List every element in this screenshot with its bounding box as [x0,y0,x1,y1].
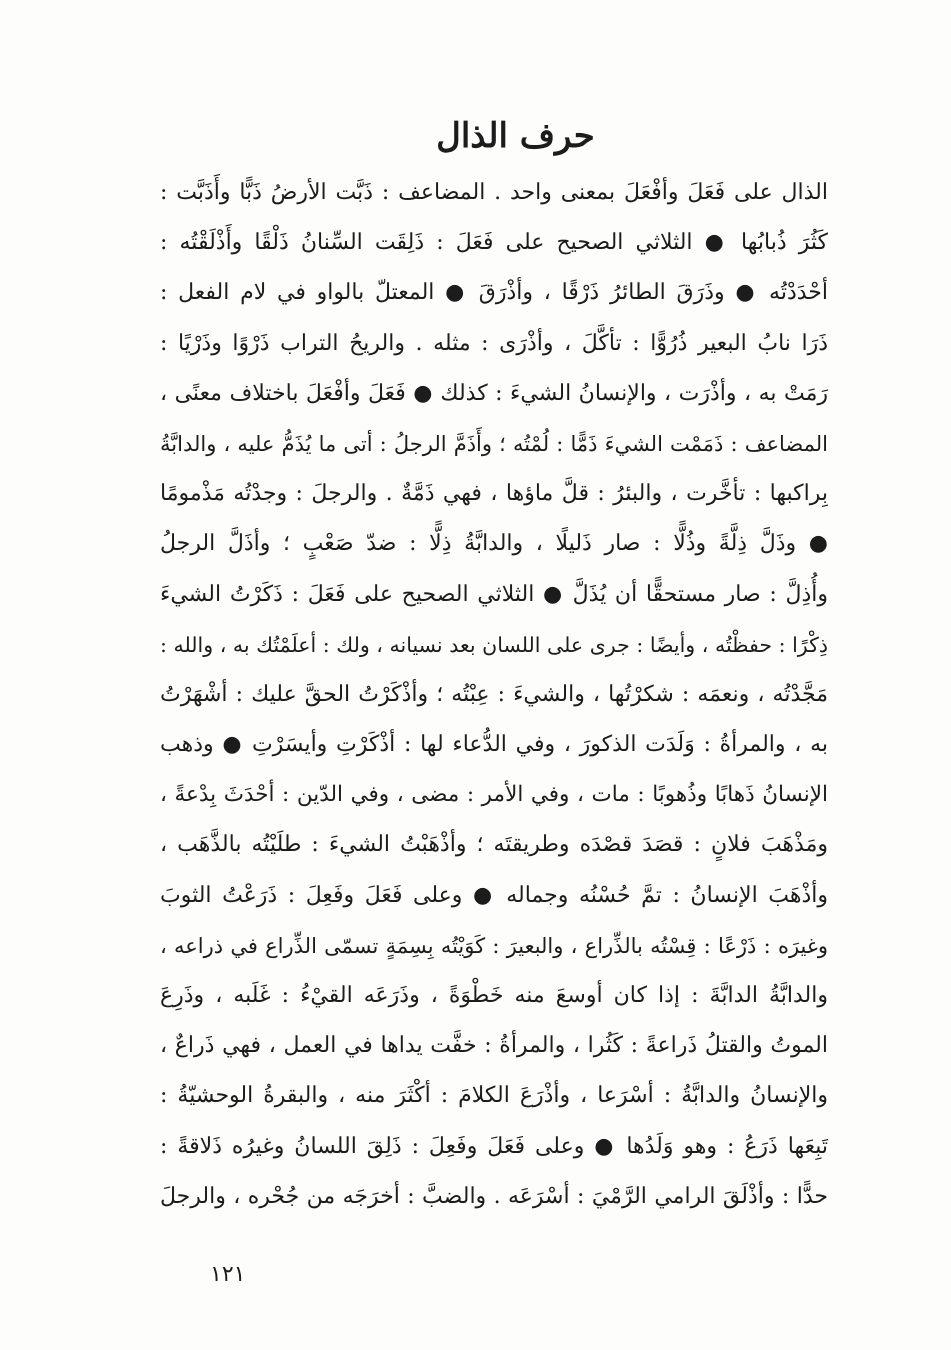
text-line: حدًّا : وأذْلَقَ الرامي الرَّمْيَ : أسْرَعَه . والضبَّ : أخرَجَه من جُحْره ، والرجلَ [160,1183,828,1209]
text-line: المضاعف : ذَمَمْت الشيءَ ذَمًّا : لُمْتُه ؛ وأَذَمَّ الرجلُ : أتى ما يُذَمُّ عليه ، والدابَّةُ [160,431,828,456]
text-line: مَجَّدْتُه ، ونعمَه : شكرْتُها ، والشيءَ : عِبْتُه ؛ وأذْكَرْتُ الحقَّ عليك : أشْهَرْتُ [160,681,828,707]
text-line: والدابَّةُ الدابَّةَ : إذا كان أوسعَ منه خَطْوَةً ، وذَرَعَه القيْءُ : غَلَبه ، وذَرِعَ [160,983,828,1008]
text-line: الموتُ والقتلُ ذَراعةً : كَثُرا ، والمرأةُ : خفَّت يداها في العمل ، فهي ذَراعٌ ، [160,1033,828,1059]
text-line: الذال على فَعَلَ وأفْعَلَ بمعنى واحد . المضاعف : ذَبَّت الأرضُ ذَبًّا وأَذَبَّت : [160,180,828,205]
text-line: أحْدَدْتُه ● وذَرَقَ الطائرُ ذَرْقًا ، وأذْرَقَ ● المعتلّ بالواو في لام الفعل : [160,280,828,306]
text-line: ذِكْرًا : حفظْتُه ، وأيضًا : جرى على اللسان بعد نسيانه ، ولك : أعلَمْتُك به ، والله : [160,632,828,657]
text-line: كَثُرَ ذُبابُها ● الثلاثي الصحيح على فَعَلَ : ذَلِقَت السِّنانُ ذَلْقًا وأَذْلَقْتُه : [160,230,828,256]
body-text [160,168,828,1222]
text-line: رَمَتْ به ، وأذْرَت ، والإنسانُ الشيءَ : كذلك ● فَعَلَ وأفْعَلَ باختلاف معنًى ، [160,380,828,406]
text-line: ومَذْهَبَ فلانٍ : قصَدَ قصْدَه وطريقتَه ؛ وأذْهَبْتُ الشيءَ : طلَيْتُه بالذَّهَب ، [160,832,828,858]
text-line: وأُذِلَّ : صار مستحقًّا أن يُذَلَّ ● الثلاثي الصحيح على فَعَلَ : ذَكَرْتُ الشيءَ [160,581,828,607]
text-line: الإنسانُ ذَهابًا وذُهوبًا : مات ، وفي الأمر : مضى ، وفي الدّين : أحْدَثَ بِدْعةً ، [160,782,828,808]
text-line: ● وذَلَّ ذِلَّةً وذُلًّا : صار ذَليلًا ، والدابَّةُ ذِلًّا : ضدّ صَعْبٍ ؛ وأذَلَّ الرجلُ [160,531,828,557]
page-number: ١٢١ [210,1262,246,1287]
text-line: وغيرَه : ذَرْعًا : قِسْتُه بالذِّراع ، والبعيرَ : كَوَيْتُه بِسِمَةٍ تسمّى الذِّراع في ذراعه ، [160,933,828,958]
text-line: تَبِعَها ذَرَعُ : وهو وَلَدُها ● وعلى فَعَلَ وفَعِلَ : ذَلِقَ اللسانُ وغيرُه ذَلاقةً : [160,1133,828,1159]
text-line: والإنسانُ والدابَّةُ : أسْرَعا ، وأذْرَعَ الكلامَ : أكْثَرَ منه ، والبقرةُ الوحشيّةُ : [160,1083,828,1109]
text-line: وأذْهَبَ الإنسانُ : تمَّ حُسْنُه وجماله ● وعلى فَعَلَ وفَعِلَ : ذَرَعْتُ الثوبَ [160,882,828,908]
chapter-title: حرف الذال [436,116,595,156]
text-line: به ، والمرأةُ : وَلَدَت الذكورَ ، وفي الدُّعاء لها : أذْكَرْتِ وأيسَرْتِ ● وذهب [160,732,828,758]
text-line: بِراكبها : تأخَّرت ، والبئرُ : قلَّ ماؤها ، فهي ذَمَّةٌ . والرجلَ : وجدْتُه مَذْمومًا [160,481,828,507]
chapter-header [0,112,951,160]
text-line: ذَرَا نابُ البعير ذُرُوًّا : تأكَّلَ ، وأذْرَى : مثله . والريحُ التراب ذَرْوًا وذَرْيًا : [160,330,828,356]
